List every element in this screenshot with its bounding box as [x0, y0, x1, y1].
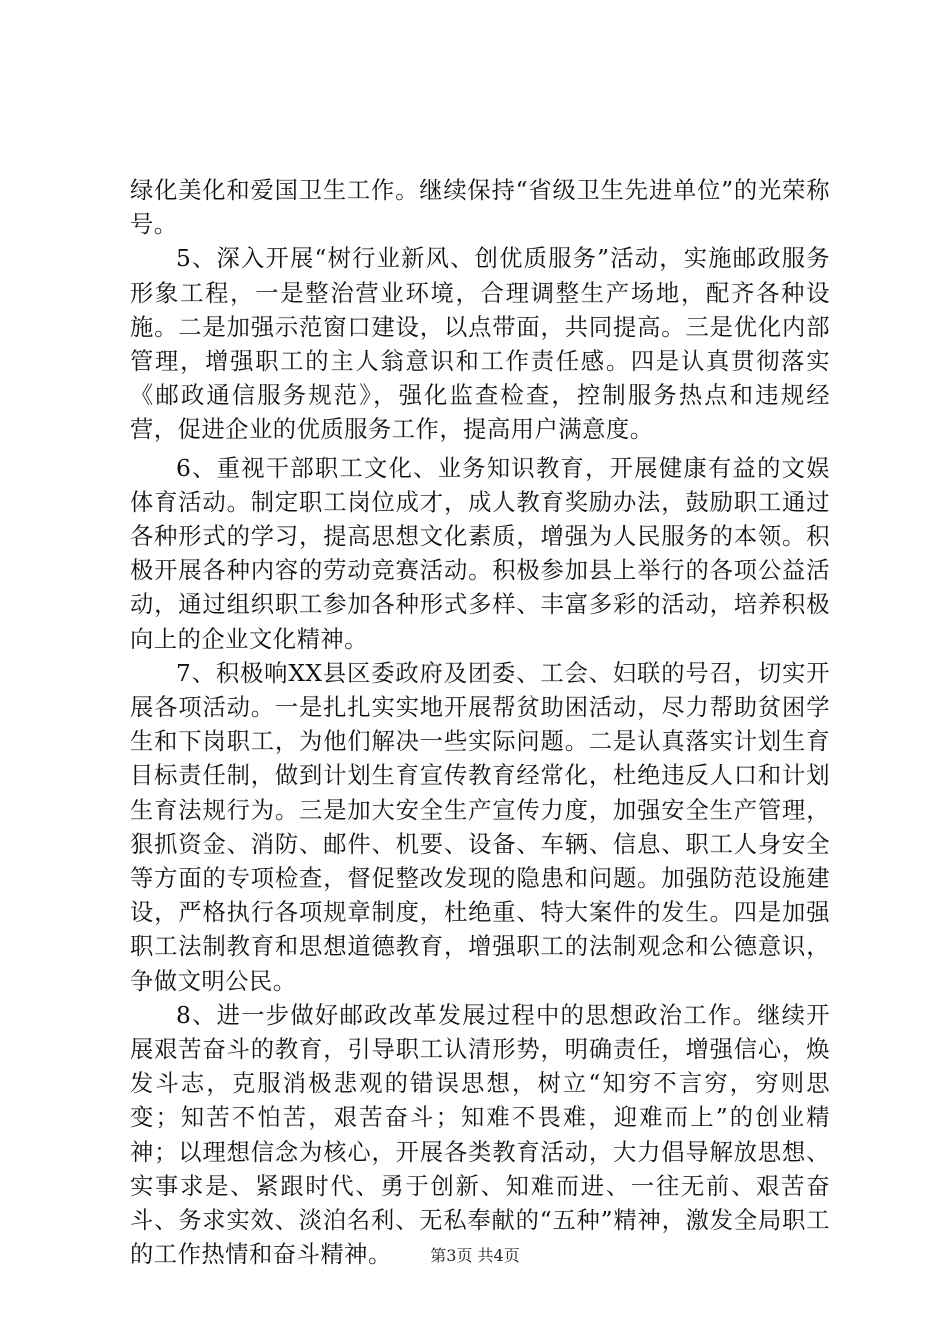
paragraph-item-7: 7、积极响XX县区委政府及团委、工会、妇联的号召，切实开展各项活动。一是扎扎实实地开展帮贫助困活动，尽力帮助贫困学生和下岗职工，为他们解决一些实际问题。二是认真落实计划生育目标责任制，做到计划生育宣传教育经常化，杜绝违反人口和计划生育法规行为。三是加大安全生产宣传力度，加强安全生产管理，狠抓资金、消防、邮件、机要、设备、车辆、信息、职工人身安全等方面的专项检查，督促整改发现的隐患和问题。加强防范设施建设，严格执行各项规章制度，杜绝重、特大案件的发生。四是加强职工法制教育和思想道德教育，增强职工的法制观念和公德意识，争做文明公民。 — [130, 659, 830, 995]
paragraph-item-6: 6、重视干部职工文化、业务知识教育，开展健康有益的文娱体育活动。制定职工岗位成才，成人教育奖励办法，鼓励职工通过各种形式的学习，提高思想文化素质，增强为人民服务的本领。积极开展各种内容的劳动竞赛活动。积极参加县上举行的各项公益活动，通过组织职工参加各种形式多样、丰富多彩的活动，培养积极向上的企业文化精神。 — [130, 454, 830, 653]
paragraph-item-8: 8、进一步做好邮政改革发展过程中的思想政治工作。继续开展艰苦奋斗的教育，引导职工认清形势，明确责任，增强信心，焕发斗志，克服消极悲观的错误思想，树立“知穷不言穷，穷则思变；知苦不怕苦，艰苦奋斗；知难不畏难，迎难而上”的创业精神；以理想信念为核心，开展各类教育活动，大力倡导解放思想、实事求是、紧跟时代、勇于创新、知难而进、一往无前、艰苦奋斗、务求实效、淡泊名利、无私奉献的“五种”精神，激发全局职工的工作热情和奋斗精神。 — [130, 1001, 830, 1269]
document-body — [130, 174, 830, 1273]
paragraph-item-5: 5、深入开展“树行业新风、创优质服务”活动，实施邮政服务形象工程，一是整治营业环境，合理调整生产场地，配齐各种设施。二是加强示范窗口建设，以点带面，共同提高。三是优化内部管理，增强职工的主人翁意识和工作责任感。四是认真贯彻落实《邮政通信服务规范》，强化监查检查，控制服务热点和违规经营，促进企业的优质服务工作，提高用户满意度。 — [130, 245, 830, 444]
paragraph-continuation: 绿化美化和爱国卫生工作。继续保持“省级卫生先进单位”的光荣称号。 — [130, 177, 830, 239]
page-footer: 第3页 共4页 — [430, 1246, 520, 1265]
